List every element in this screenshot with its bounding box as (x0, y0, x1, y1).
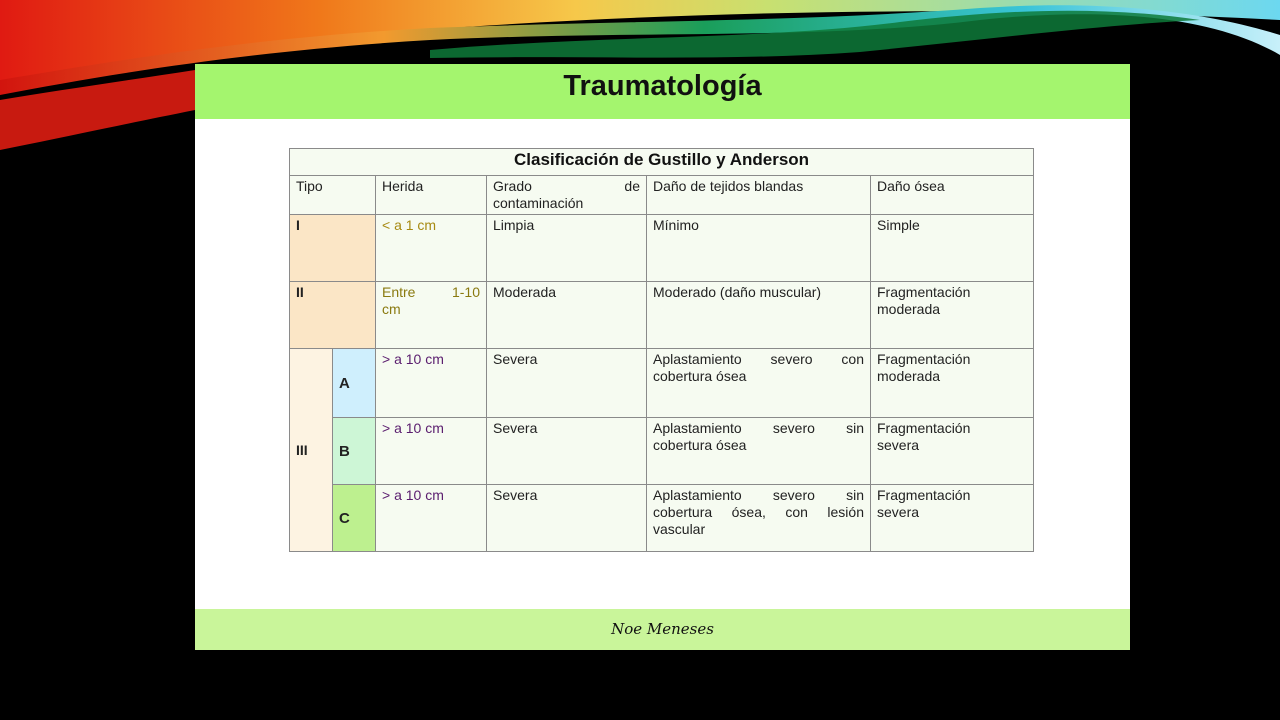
osea-line-2: severa (877, 504, 920, 520)
subtipo-c-cell: C (333, 485, 376, 552)
table-row-tipo-iii-a (290, 349, 1034, 418)
header-danio-tejidos: Daño de tejidos blandas (647, 176, 871, 215)
gustilo-anderson-table (289, 148, 1034, 552)
table-row-tipo-iii-b (290, 418, 1034, 485)
tejidos-cell: Aplastamiento severo con cobertura ósea (647, 349, 871, 418)
osea-line-1: Fragmentación (877, 420, 971, 436)
table-title: Clasificación de Gustillo y Anderson (290, 149, 1034, 176)
herida-cell (376, 282, 487, 349)
herida-unit: cm (382, 301, 401, 317)
header-herida: Herida (376, 176, 487, 215)
contaminacion-cell: Limpia (487, 215, 647, 282)
osea-cell (871, 349, 1034, 418)
herida-cell: > a 10 cm (376, 349, 487, 418)
herida-entre: Entre (382, 284, 416, 300)
osea-line-2: severa (877, 437, 920, 453)
osea-line-1: Fragmentación (877, 351, 971, 367)
header-contaminacion-word: contaminación (493, 195, 584, 211)
herida-cell: > a 10 cm (376, 485, 487, 552)
herida-cell: < a 1 cm (376, 215, 487, 282)
tejidos-cell: Aplastamiento severo sin cobertura ósea, con lesión vascular (647, 485, 871, 552)
table-row-tipo-i (290, 215, 1034, 282)
subtipo-b-cell: B (333, 418, 376, 485)
header-grado-contaminacion (487, 176, 647, 215)
contaminacion-cell: Moderada (487, 282, 647, 349)
osea-cell: Simple (871, 215, 1034, 282)
tejidos-cell: Aplastamiento severo sin cobertura ósea (647, 418, 871, 485)
tipo-ii-cell: II (290, 282, 376, 349)
contaminacion-cell: Severa (487, 485, 647, 552)
slide-title: Traumatología (563, 70, 762, 102)
herida-cell: > a 10 cm (376, 418, 487, 485)
herida-range: 1-10 (451, 284, 480, 300)
author-signature: Noe Meneses (611, 620, 714, 638)
osea-cell (871, 418, 1034, 485)
header-grado-word: Grado (493, 178, 532, 194)
subtipo-a-cell: A (333, 349, 376, 418)
osea-cell (871, 485, 1034, 552)
osea-line-1: Fragmentación (877, 487, 971, 503)
table-row-tipo-ii (290, 282, 1034, 349)
slide-card (195, 64, 1130, 650)
contaminacion-cell: Severa (487, 418, 647, 485)
osea-line-2: moderada (877, 301, 941, 317)
table-header-row (290, 176, 1034, 215)
table-row-tipo-iii-c (290, 485, 1034, 552)
header-de-word: de (624, 178, 640, 194)
tipo-i-cell: I (290, 215, 376, 282)
slide-footer (195, 609, 1130, 650)
slide-header (195, 64, 1130, 119)
osea-cell (871, 282, 1034, 349)
tejidos-cell: Moderado (daño muscular) (647, 282, 871, 349)
osea-line-1: Fragmentación (877, 284, 971, 300)
header-danio-osea: Daño ósea (871, 176, 1034, 215)
header-tipo: Tipo (290, 176, 376, 215)
tejidos-cell: Mínimo (647, 215, 871, 282)
osea-line-2: moderada (877, 368, 941, 384)
tipo-iii-cell: III (290, 349, 333, 552)
contaminacion-cell: Severa (487, 349, 647, 418)
